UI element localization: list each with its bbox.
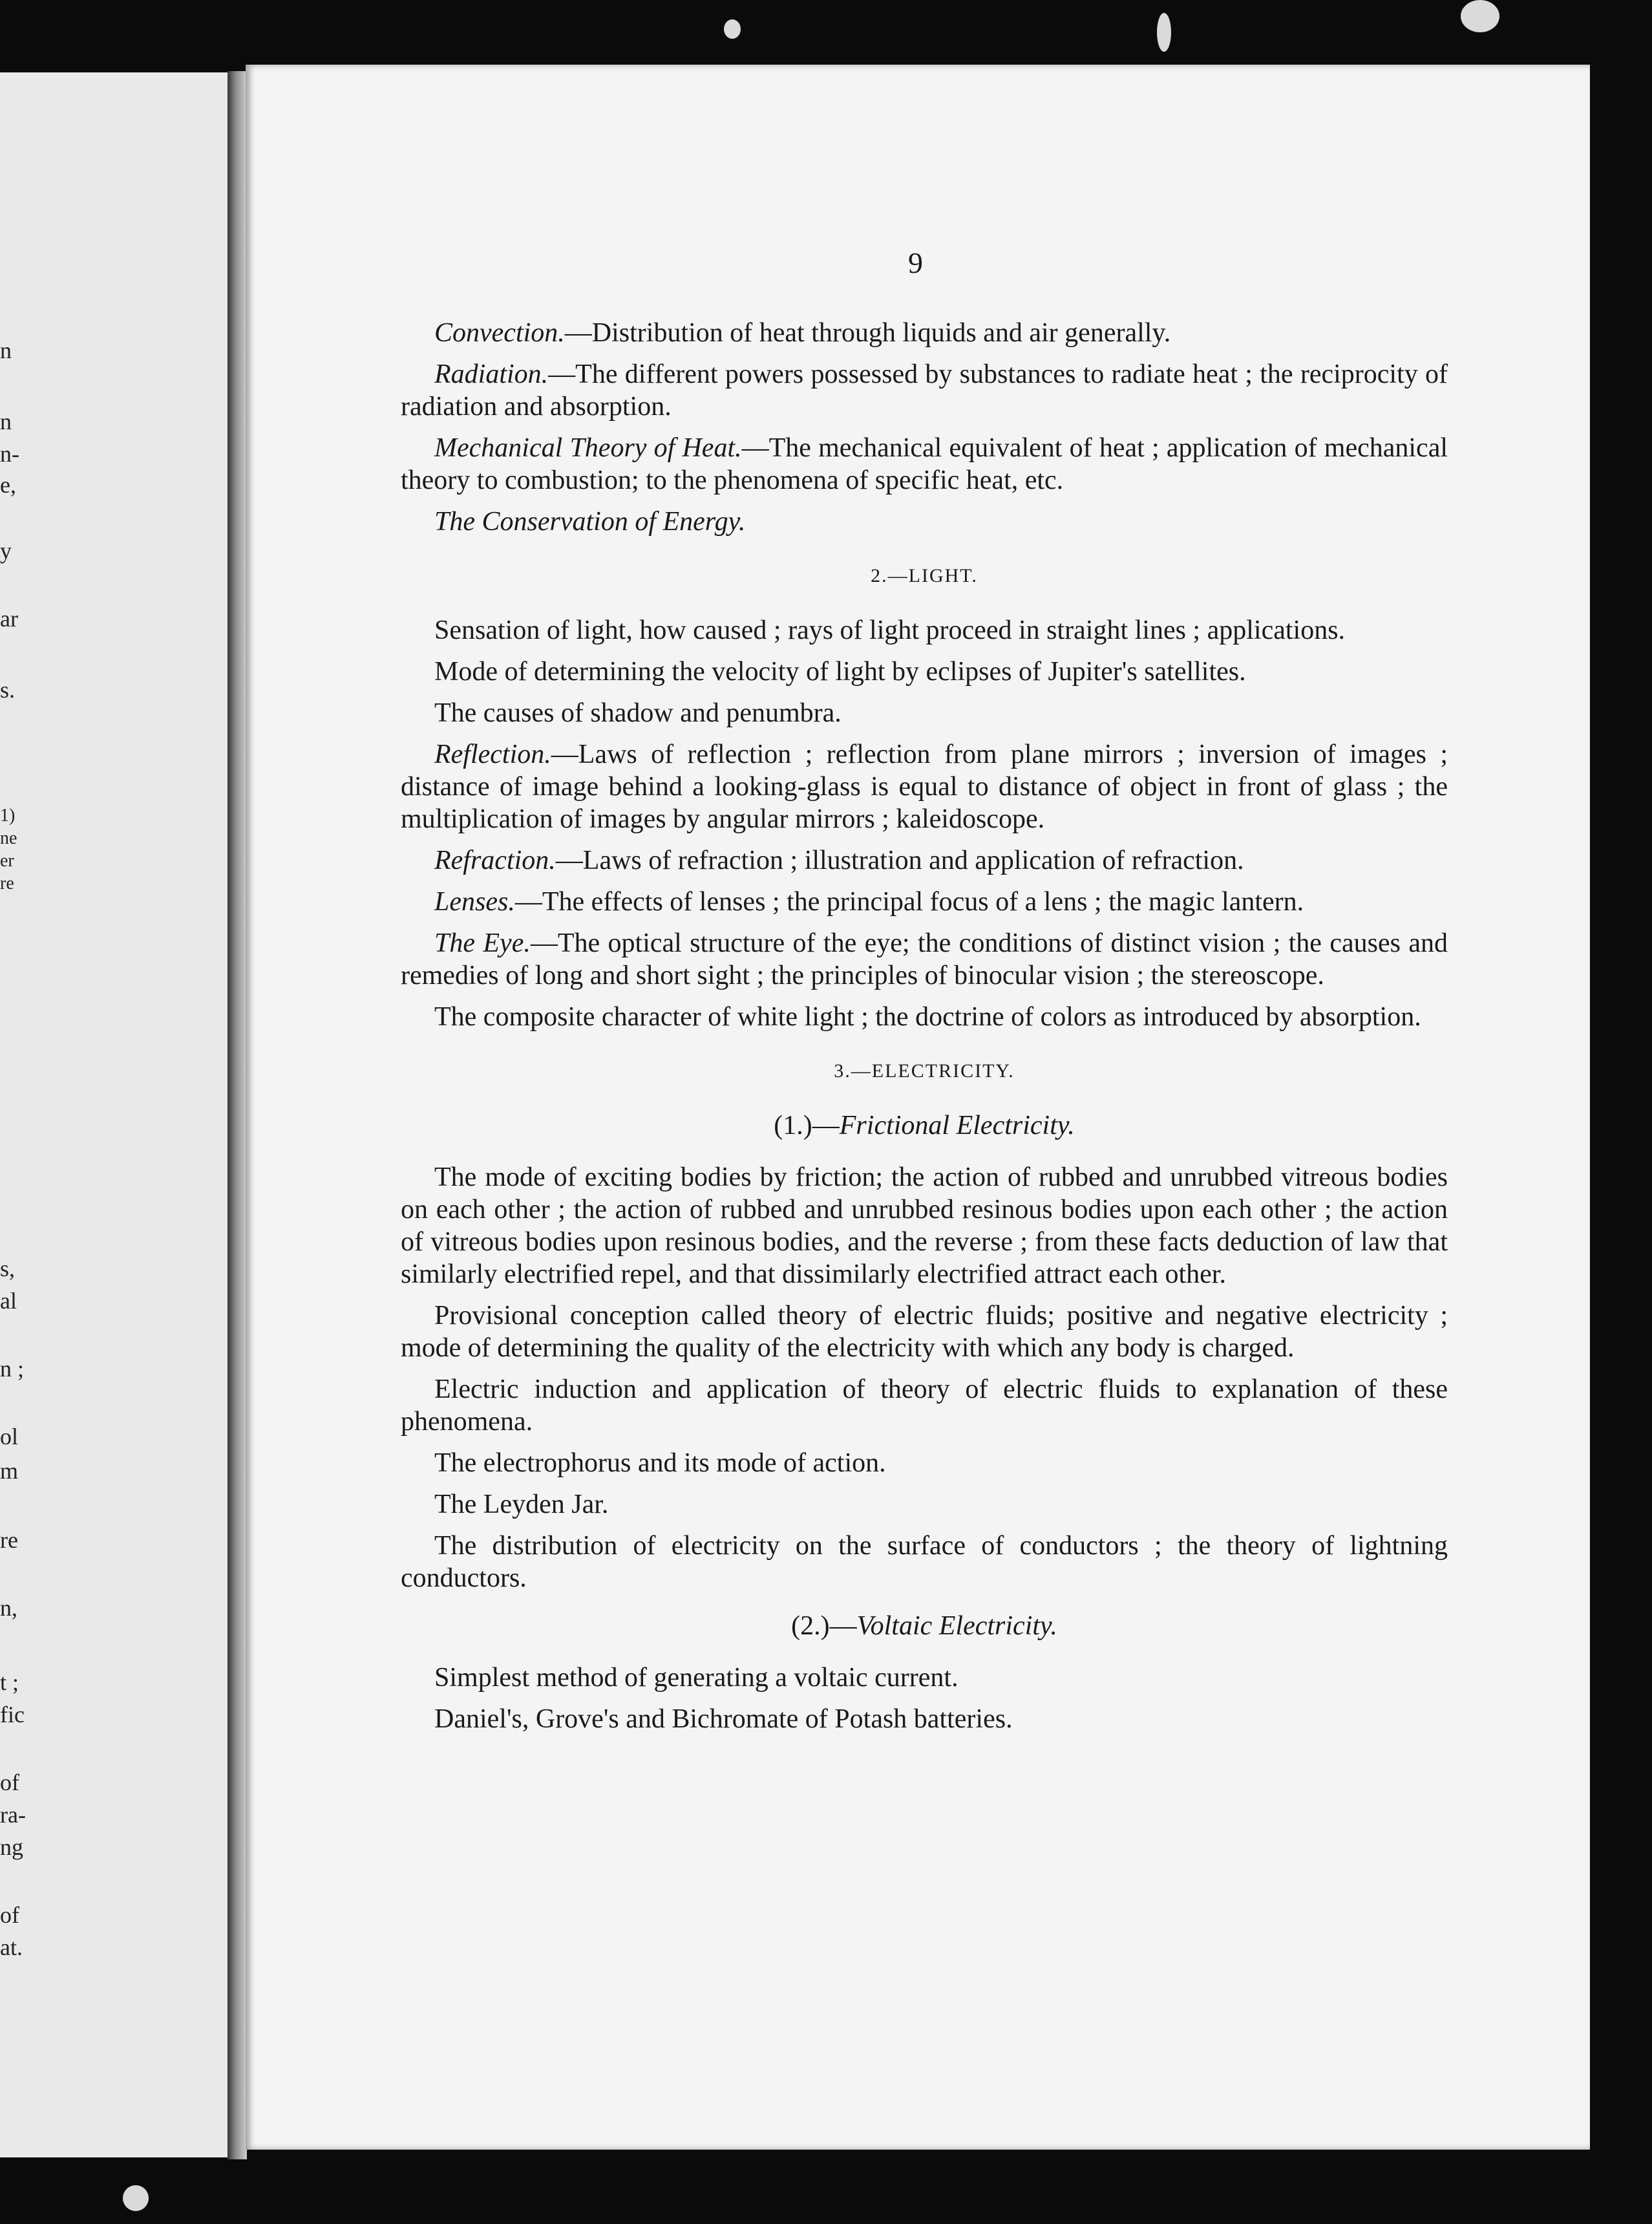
margin-fragment: ol	[0, 1424, 19, 1449]
book-gutter	[228, 71, 247, 2159]
margin-fragment: er	[0, 851, 14, 871]
scan-speck	[123, 2185, 149, 2211]
scan-speck	[1157, 13, 1171, 52]
body-paragraph	[401, 1161, 1448, 1290]
body-paragraph	[401, 656, 1448, 688]
margin-fragment: of	[0, 1902, 19, 1928]
page-body	[401, 317, 1448, 1744]
paragraph-lead: The Eye.	[434, 928, 531, 958]
body-paragraph	[401, 1488, 1448, 1521]
body-paragraph	[401, 1530, 1448, 1594]
margin-fragment: s,	[0, 1256, 16, 1281]
subsection-number: (1.)—	[774, 1111, 840, 1140]
margin-fragment: fic	[0, 1702, 25, 1727]
scan-speck	[724, 19, 741, 39]
body-paragraph	[401, 1373, 1448, 1438]
paragraph-text: The causes of shadow and penumbra.	[434, 698, 842, 728]
body-paragraph	[401, 358, 1448, 423]
margin-fragment: n,	[0, 1595, 17, 1621]
margin-fragment: at.	[0, 1934, 23, 1960]
body-paragraph	[401, 697, 1448, 729]
paragraph-text: —Laws of refraction ; illustration and application of refraction.	[555, 846, 1244, 875]
paragraph-lead: Reflection.	[434, 740, 551, 769]
body-paragraph	[401, 927, 1448, 992]
body-paragraph	[401, 317, 1448, 349]
margin-fragment: ng	[0, 1834, 23, 1860]
margin-fragment: ar	[0, 606, 18, 632]
paragraph-text: The mode of exciting bodies by friction; the action of rubbed and unrubbed vitreous bodies on each other ; the action of rubbed and unrubbed resinous bodies upon each other ; the action of vitreous bodies upon resinous bodies, and the reverse ; from these facts deduction of law that similarly electrified repel, and that dissimilarly electrified attract each other.	[401, 1162, 1448, 1289]
paragraph-text: Provisional conception called theory of electric fluids; positive and negative electricity ; mode of determining the quality of the electricity with which any body is charged.	[401, 1301, 1448, 1363]
body-paragraph	[401, 1447, 1448, 1479]
paragraph-lead: Radiation.	[434, 359, 549, 389]
margin-fragment: ne	[0, 828, 17, 848]
subsection-title: Voltaic Electricity.	[856, 1611, 1057, 1641]
paragraph-text: Electric induction and application of theory of electric fluids to explanation of these phenomena.	[401, 1374, 1448, 1437]
margin-fragment: t ;	[0, 1669, 19, 1695]
body-paragraph	[401, 886, 1448, 918]
margin-fragment: n ;	[0, 1356, 25, 1382]
paragraph-text: The distribution of electricity on the surface of conductors ; the theory of lightning conductors.	[401, 1531, 1448, 1593]
paragraph-text: —The mechanical equivalent of heat ; application of mechanical theory to combustion; to the phenomena of specific heat, etc.	[401, 433, 1448, 495]
margin-fragment: of	[0, 1770, 19, 1795]
subsection-heading	[401, 1109, 1448, 1142]
paragraph-lead: Mechanical Theory of Heat.	[434, 433, 742, 463]
paragraph-text: —The optical structure of the eye; the conditions of distinct vision ; the causes and remedies of long and short sight ; the principles of binocular vision ; the stereoscope.	[401, 928, 1448, 990]
paragraph-text: —The different powers possessed by substances to radiate heat ; the reciprocity of radiation and absorption.	[401, 359, 1448, 422]
paragraph-lead: Refraction.	[434, 846, 556, 875]
body-paragraph	[401, 614, 1448, 647]
scan-speck	[1461, 0, 1499, 32]
margin-fragment: m	[0, 1458, 19, 1484]
paragraph-text: Simplest method of generating a voltaic current.	[434, 1663, 958, 1693]
left-page-margin-text	[0, 72, 228, 2157]
margin-fragment: s.	[0, 677, 16, 703]
margin-fragment: e,	[0, 472, 16, 498]
page-number: 9	[908, 246, 923, 279]
paragraph-text: Mode of determining the velocity of light by eclipses of Jupiter's satellites.	[434, 657, 1246, 687]
body-paragraph	[401, 738, 1448, 835]
margin-fragment: n-	[0, 441, 19, 467]
margin-fragment: y	[0, 538, 12, 564]
paragraph-text: Daniel's, Grove's and Bichromate of Potash batteries.	[434, 1704, 1013, 1734]
paragraph-lead: The Conservation of Energy.	[434, 507, 746, 537]
margin-fragment: re	[0, 873, 14, 893]
paragraph-text: —Distribution of heat through liquids and air generally.	[564, 318, 1171, 348]
body-paragraph	[401, 432, 1448, 497]
paragraph-lead: Lenses.	[434, 887, 515, 917]
margin-fragment: al	[0, 1288, 17, 1314]
subsection-number: (2.)—	[791, 1611, 857, 1641]
section-heading: 2.—LIGHT.	[871, 565, 978, 586]
body-paragraph	[401, 844, 1448, 877]
paragraph-text: —Laws of reflection ; reflection from plane mirrors ; inversion of images ; distance of image behind a looking-glass is equal to distance of object in front of glass ; the multiplication of images by angular mirrors ; kaleidoscope.	[401, 740, 1448, 834]
paragraph-lead: Convection.	[434, 318, 565, 348]
body-paragraph	[401, 1703, 1448, 1735]
section-heading: 3.—ELECTRICITY.	[834, 1060, 1015, 1082]
paragraph-text: Sensation of light, how caused ; rays of light proceed in straight lines ; applications.	[434, 615, 1346, 645]
margin-fragment: ra-	[0, 1802, 26, 1828]
body-paragraph	[401, 1299, 1448, 1364]
subsection-heading	[401, 1610, 1448, 1642]
margin-fragment: n	[0, 337, 12, 363]
paragraph-text: The Leyden Jar.	[434, 1490, 609, 1519]
margin-fragment: re	[0, 1527, 18, 1553]
paragraph-text: —The effects of lenses ; the principal focus of a lens ; the magic lantern.	[514, 887, 1304, 917]
margin-fragment: 1)	[0, 806, 16, 826]
body-paragraph	[401, 1001, 1448, 1033]
paragraph-text: The composite character of white light ; the doctrine of colors as introduced by absorption.	[434, 1002, 1421, 1032]
subsection-title: Frictional Electricity.	[839, 1111, 1075, 1140]
left-page	[0, 72, 230, 2157]
body-paragraph	[401, 506, 1448, 538]
margin-fragment: n	[0, 409, 12, 434]
body-paragraph	[401, 1662, 1448, 1694]
paragraph-text: The electrophorus and its mode of action.	[434, 1448, 886, 1478]
